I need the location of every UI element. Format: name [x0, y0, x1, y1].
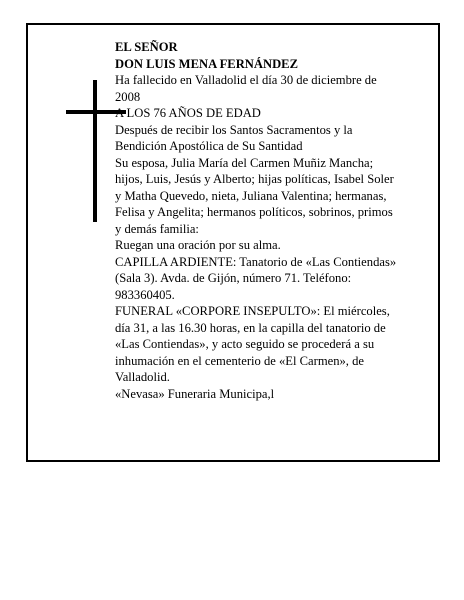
family-list: Su esposa, Julia María del Carmen Muñiz Mancha; hijos, Luis, Jesús y Alberto; hijas políticas, Isabel Soler y Matha Quevedo, nieta, Juliana Valentina; hermanas, Felisa y Angelita; hermanos políticos, sobrinos, primos y demás familia: — [115, 155, 394, 236]
deceased-title: EL SEÑOR — [115, 40, 178, 54]
chapel-info: CAPILLA ARDIENTE: Tanatorio de «Las Contiendas» (Sala 3). Avda. de Gijón, número 71. Teléfono: 983360405. — [115, 254, 397, 302]
sacraments-line: Después de recibir los Santos Sacramentos y la Bendición Apostólica de Su Santidad — [115, 122, 353, 153]
prayer-request: Ruegan una oración por su alma. — [115, 238, 281, 252]
funeral-home: «Nevasa» Funeraria Municipa,l — [115, 386, 275, 401]
death-announcement: Ha fallecido en Valladolid el día 30 de diciembre de 2008 — [115, 73, 377, 104]
funeral-info: FUNERAL «CORPORE INSEPULTO»: El miércoles, día 31, a las 16.30 horas, en la capilla del tanatorio de «Las Contiendas», y acto seguido se procederá a su inhumación en el cementerio de «El Carmen», de Valladolid. — [115, 304, 390, 384]
notice-text — [115, 39, 427, 402]
deceased-name: DON LUIS MENA FERNÁNDEZ — [115, 56, 298, 71]
cross-vertical-bar — [93, 80, 97, 222]
age-line: A LOS 76 AÑOS DE EDAD — [115, 106, 261, 120]
